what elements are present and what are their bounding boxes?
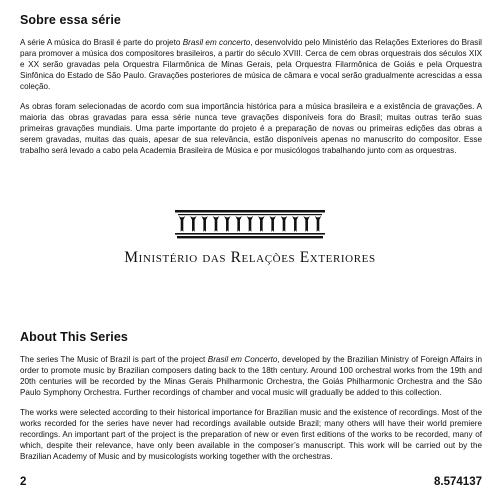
project-title: Brasil em Concerto bbox=[207, 355, 278, 364]
portuguese-section bbox=[20, 13, 482, 165]
english-paragraph-1 bbox=[20, 354, 482, 398]
ministry-name: Ministério das Relações Exteriores bbox=[124, 249, 376, 266]
english-heading: About This Series bbox=[20, 330, 128, 344]
english-paragraph-2: The works were selected according to their historical importance for Brazilian music and the existence of recordings. Most of the works recorded for the series have never had recordings available outside Brazil; many others will have their world premiere recordings. An important part of the project is the preparation of new or even first editions of the works to be recorded, many of which, despite their relevance, have only been available in the composer’s manuscript. This work will be carried out by the Brazilian Academy of Music and by musicologists working together with the orchestras. bbox=[20, 408, 482, 461]
catalog-number: 8.574137 bbox=[434, 476, 482, 488]
text-run: A série A música do Brasil é parte do projeto bbox=[20, 38, 183, 47]
text-run: , developed by the Brazilian Ministry of Foreign Affairs in order to promote music by Brazilian composers dating back to the 18th century. Around 100 orchestral works from the 19th and 20th centuries will be recorded by the Minas Gerais Philharmonic Orchestra, the Goiás Philharmonic Orchestra and the São Paulo Symphony Orchestra. Further recordings of chamber and vocal music will gradually be added to this collection. bbox=[20, 355, 482, 397]
text-run: The series The Music of Brazil is part of the project bbox=[20, 355, 208, 364]
ministry-logo bbox=[0, 210, 500, 267]
english-section bbox=[20, 330, 482, 471]
page-footer bbox=[20, 476, 482, 488]
project-title: Brasil em concerto bbox=[182, 38, 251, 47]
portuguese-paragraph-1 bbox=[20, 37, 482, 92]
palace-colonnade-icon bbox=[175, 210, 325, 240]
portuguese-paragraph-2: As obras foram selecionadas de acordo com sua importância histórica para a música brasileira e a existência de gravações. A maioria das obras gravadas para essa série nunca teve gravações disponíveis fora do Brasil; muitas outras terão suas primeiras gravações mundiais. Uma parte importante do projeto é a preparação de novas ou primeiras edições das obras a serem gravadas, muitas das quais, apesar de sua relevância, estão disponíveis apenas no manuscrito do compositor. Esse trabalho será levado a cabo pela Academia Brasileira de Música e por musicólogos trabalhando junto com as orquestras. bbox=[20, 102, 482, 155]
portuguese-heading: Sobre essa série bbox=[20, 13, 121, 27]
page-number: 2 bbox=[20, 476, 27, 488]
text-run: , desenvolvido pelo Ministério das Relações Exteriores do Brasil para promover a música dos compositores brasileiros, a partir do século XVIII. Cerca de cem obras orquestrais dos séculos XIX e XX serão gravadas pela Orquestra Filarmônica de Minas Gerais, pela Orquestra Filarmônica de Goiás e pela Orquestra Sinfônica do Estado de São Paulo. Gravações posteriores de música de câmara e vocal serão gradualmente acrescidas a essa coleção. bbox=[20, 38, 482, 91]
